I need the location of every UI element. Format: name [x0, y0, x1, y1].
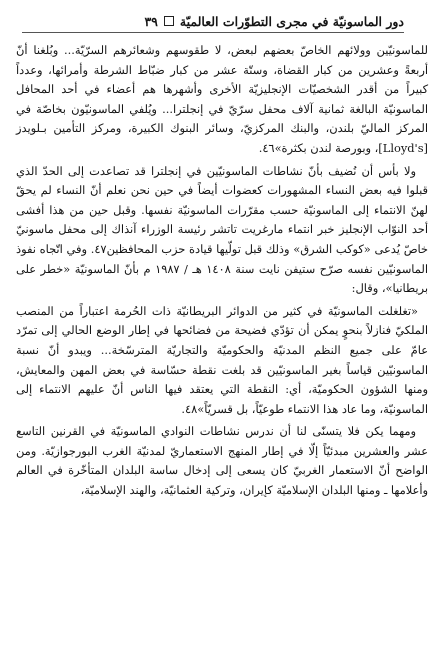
paragraph-4: ومهما يكن فلا يتسنّى لنا أن ندرس نشاطات النوادي الماسونيّة في القرنين التاسع عشر والعشرين مبدئيّاً إلّا في إطار المنهج الاستعماريّ لمدنيّة الغرب البورجوازيّة. ومن الواضح أنّ الاستعمار الغربيّ كان يسعى إلى إدخال ساسة البلدان المتأخّرة في العالم وأعلامها ـ ومنها البلدان الإسلاميّة كإيران، وتركية العثمانيّة، والهند الإسلاميّة،	[16, 424, 428, 498]
paragraph-1: للماسونيّين وولائهم الخاصّ بعضهم لبعض، لا طقوسهم وشعائرهم السرّيّة... وبُلغنا أنّ أربعةً وعشرين من كبار القضاة، وستّة عشر من كبار ضبّاط الشرطة وأمرائها، وعدداً كبيراً من أقدر الشخصيّات الإنجليزيّة الأخرى وأشهرها هم أعضاء في أحد المحافل الماسونيّة البالغة ثمانية آلاف محفل سرّيّ في إنجلترا... ويُلفي الماسونيّون بخاصّة في المركز الماليّ بلندن، والبنك المركزيّ، وسائر البنوك الكبيرة، ومركز التأمين بـلويدز [Lloyd's]، وبورصة لندن بكثرة»٤٦.	[16, 43, 428, 155]
paragraph-2: ولا بأس أن نُضيف بأنّ نشاطات الماسونيّين في إنجلترا قد تصاعدت إلى الحدّ الذي قبلوا فيه بعض النساء المشهورات كعضوات أيضاً في حين نحن نعلم أنّ النساء لم يحقّ لهنّ الانتماء إلى الماسونيّة حسب مقرّرات الماسونيّة نفسها. وقبل حين من هذا أفشى أحد النوّاب الإنجليز خبر انتماء مارغريت تاتشر رئيسة الوزراء آنذاك إلى محفل ماسونيّ خاصّ يُدعى «كوكب الشرق» وذلك قبل تولّيها قيادة حزب المحافظين٤٧. وفي اتّجاه نفوذ الماسونيّين نفسه صرّح ستيفن نايت سنة ١٤٠٨ هـ / ١٩٨٧ م بأنّ الماسونيّة «خطر على بريطانيا»، وقال:	[16, 163, 428, 296]
quote-paragraph: «تغلغلت الماسونيّة في كثير من الدوائر البريطانيّة ذات الحُرمة اعتباراً من المنصب الملكيّ فنازلاً بنحوٍ يمكن أن تؤدّي فضيحة من فضائحها في إطار الوضع الحالي إلى تمرّد عامّ على جميع النظم المدنيّة والحكوميّة والتجاريّة المترسّخة... ويبدو أنّ نسبة الماسونيّين قياساً بغير الماسونيّين قد بلغت نقطة حسّاسة في بعض المهن والمعايش، ومنها الشؤون الحكوميّة، أي: النقطة التي يعتقد فيها الناس أنّ عليهم الانتماء إلى الماسونيّة، وما عاد هذا الانتماء طوعيّاً، بل قسريّاً»٤٨.	[16, 303, 428, 416]
separator-box-icon	[164, 16, 174, 26]
running-header	[22, 10, 404, 33]
body-text	[16, 41, 428, 504]
header-title: دور الماسونيّة في مجرى التطوّرات العالميّة	[179, 13, 404, 29]
page-number: ٣٩	[144, 13, 158, 29]
